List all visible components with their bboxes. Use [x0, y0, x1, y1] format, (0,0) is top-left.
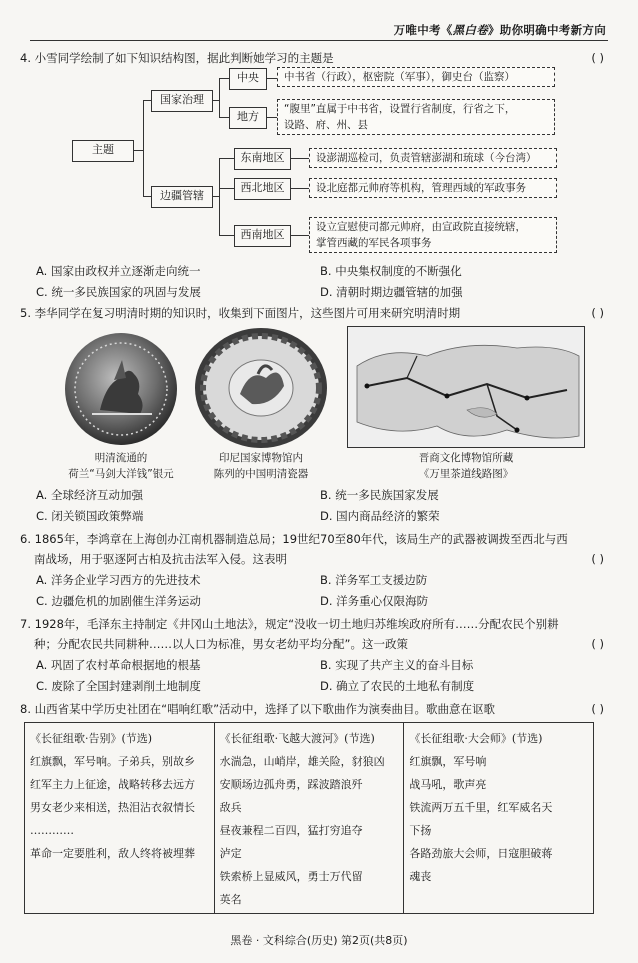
brand-name: 黑白卷 — [452, 23, 488, 37]
song-farewell: 《长征组歌·告别》(节选) 红旗飘，军号响。子弟兵，别故乡 红军主力上征途，战略转移去远方 男女老少来相送，热泪沾衣叙情长 ………… 革命一定要胜利，敌人终将被埋葬 — [25, 723, 215, 913]
q4-option-c[interactable]: C. 统一多民族国家的巩固与发展 — [36, 285, 201, 299]
diagram-southeast: 东南地区 — [234, 148, 291, 170]
q8-stem: 8. 山西省某中学历史社团在“唱响红歌”活动中，选择了以下歌曲作为演奏曲目。歌曲意在讴歌 — [20, 702, 496, 716]
q4-answer-blank: ( ) — [591, 51, 604, 65]
porcelain-caption: 印尼国家博物馆内 陈列的中国明清瓷器 — [213, 452, 309, 480]
q6-option-c[interactable]: C. 边疆危机的加剧催生洋务运动 — [36, 594, 201, 608]
q7-option-c[interactable]: C. 废除了全国封建剥削土地制度 — [36, 679, 201, 693]
porcelain-plate-image — [192, 324, 330, 452]
q7-option-a[interactable]: A. 巩固了农村革命根据地的根基 — [36, 658, 201, 672]
q5-stem: 5. 李华同学在复习明清时期的知识时，收集到下面图片，这些图片可用来研究明清时期 — [20, 306, 461, 320]
page-header: 万唯中考《黑白卷》助你明确中考新方向 — [393, 23, 606, 37]
header-rule — [30, 40, 608, 41]
song-grand-reunion: 《长征组歌·大会师》(节选) 红旗飘，军号响 战马吼，歌声亮 铁流两万五千里，红军威名天 下扬 各路劲旅大会师，日寇胆破蒋 魂丧 — [409, 732, 553, 883]
song-dadu-river: 《长征组歌·飞越大渡河》(节选) 水湍急，山峭岸，雄关险，豺狼凶 安顺场边孤舟勇，踩波踏浪歼 敌兵 昼夜兼程二百四，猛打穷追夺 泸定 铁索桥上显威风，勇士万代留 英名 — [215, 723, 405, 913]
q6-answer-blank: ( ) — [591, 552, 604, 566]
question-7 — [20, 614, 604, 654]
q6-option-a[interactable]: A. 洋务企业学习西方的先进技术 — [36, 573, 201, 587]
diagram-southeast-text: 设澎湖巡检司，负责管辖澎湖和琉球（今台湾） — [309, 148, 557, 168]
q5-answer-blank: ( ) — [591, 306, 604, 320]
question-4 — [20, 48, 604, 68]
diagram-root: 主题 — [72, 140, 134, 162]
q5-option-d[interactable]: D. 国内商品经济的繁荣 — [320, 509, 440, 523]
diagram-northwest: 西北地区 — [234, 178, 291, 200]
diagram-central-text: 中书省（行政），枢密院（军事），御史台（监察） — [277, 67, 555, 87]
q4-option-a[interactable]: A. 国家由政权并立逐渐走向统一 — [36, 264, 201, 278]
q4-option-d[interactable]: D. 清朝时期边疆管辖的加强 — [320, 285, 463, 299]
tea-route-map-image — [347, 326, 585, 448]
q4-option-b[interactable]: B. 中央集权制度的不断强化 — [320, 264, 462, 278]
diagram-southwest: 西南地区 — [234, 225, 291, 247]
coin-caption: 明清流通的 荷兰“马剑大洋钱”银元 — [68, 452, 174, 480]
q4-stem: 4. 小雪同学绘制了如下知识结构图，据此判断她学习的主题是 — [20, 51, 334, 65]
diagram-branch-frontier: 边疆管辖 — [151, 186, 213, 208]
diagram-branch-governance: 国家治理 — [151, 90, 213, 112]
q7-stem-line2: 种；分配农民共同耕种……以人口为标准，男女老幼平均分配”。这一政策 — [34, 637, 408, 651]
question-5 — [20, 303, 604, 323]
question-6 — [20, 529, 604, 569]
silver-coin-image — [62, 330, 180, 448]
song-lyrics-table — [24, 722, 594, 914]
q7-stem-line1: 7. 1928年，毛泽东主持制定《井冈山土地法》，规定“没收一切土地归苏维埃政府所有……分配农民个别耕 — [20, 617, 559, 631]
q6-stem-line2: 南战场，用于驱逐阿古柏及抗击法军入侵。这表明 — [34, 552, 287, 566]
q6-option-d[interactable]: D. 洋务重心仅限海防 — [320, 594, 429, 608]
q5-option-b[interactable]: B. 统一多民族国家发展 — [320, 488, 439, 502]
map-caption: 晋商文化博物馆所藏 《万里茶道线路图》 — [418, 452, 514, 480]
diagram-southwest-text: 设立宣慰使司都元帅府，由宣政院直接统辖， 掌管西藏的军民各项事务 — [309, 217, 557, 253]
diagram-local: 地方 — [229, 107, 267, 129]
diagram-local-text: “腹里”直属于中书省，设置行省制度，行省之下， 设路、府、州、县 — [277, 99, 555, 135]
q7-option-b[interactable]: B. 实现了共产主义的奋斗目标 — [320, 658, 474, 672]
q8-answer-blank: ( ) — [591, 702, 604, 716]
q6-option-b[interactable]: B. 洋务军工支援边防 — [320, 573, 428, 587]
q7-answer-blank: ( ) — [591, 637, 604, 651]
q5-option-c[interactable]: C. 闭关锁国政策弊端 — [36, 509, 144, 523]
q6-stem-line1: 6. 1865年，李鸿章在上海创办江南机器制造总局；19世纪70至80年代，该局生产的武器被调拨至西北与西 — [20, 532, 568, 546]
q5-option-a[interactable]: A. 全球经济互动加强 — [36, 488, 143, 502]
q7-option-d[interactable]: D. 确立了农民的土地私有制度 — [320, 679, 475, 693]
diagram-northwest-text: 设北庭都元帅府等机构，管理西域的军政事务 — [309, 178, 557, 198]
page-footer: 黑卷 · 文科综合(历史) 第2页(共8页) — [230, 934, 408, 947]
question-8 — [20, 699, 604, 719]
diagram-central: 中央 — [229, 68, 267, 90]
